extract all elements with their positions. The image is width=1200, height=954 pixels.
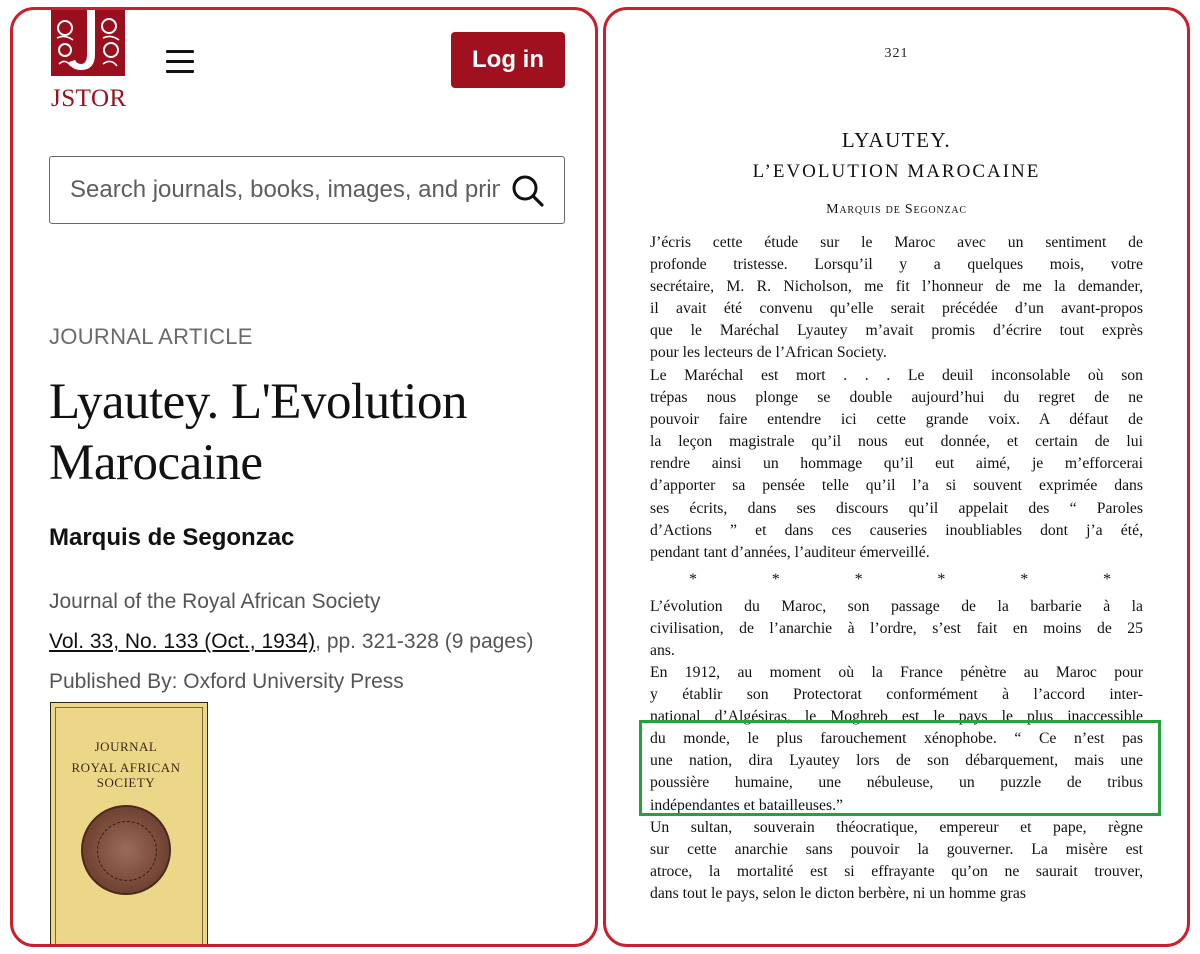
- text-line: atroce, la mortalité est si effrayante qu’on ne saurait trouver,: [650, 862, 1143, 880]
- text-line: civilisation, de l’anarchie à l’ordre, s’est fait en moins de 25: [650, 620, 1143, 638]
- paragraph-3: [650, 596, 1143, 662]
- text-line: L’évolution du Maroc, son passage de la barbarie à la: [650, 598, 1143, 615]
- article-author: Marquis de Segonzac: [49, 524, 295, 551]
- text-line: pour les lecteurs de l’African Society.: [650, 344, 887, 362]
- cover-seal-emblem: [81, 805, 171, 895]
- text-line: la leçon magistrale qu’il nous eut donnée, et certain de lui: [650, 433, 1143, 451]
- text-line: que le Maréchal Lyautey m’avait promis d’écrire tout exprès: [650, 322, 1143, 340]
- text-line: pendant tant d’années, l’auditeur émerveillé.: [650, 543, 930, 561]
- scanned-page-panel: [603, 7, 1190, 947]
- text-line: trépas nous plonge se double aujourd’hui du regret de ne: [650, 389, 1143, 407]
- text-line: indépendantes et batailleuses.”: [650, 796, 843, 814]
- star-glyph: *: [854, 571, 863, 588]
- text-line: d’Actions ” et dans ces causeries inoubliables dont j’a été,: [650, 521, 1143, 539]
- text-line: du monde, le plus farouchement xénophobe. “ Ce n’est pas: [650, 730, 1143, 748]
- search-bar: [49, 156, 565, 224]
- text-line: Un sultan, souverain théocratique, empereur et pape, règne: [650, 818, 1143, 836]
- text-line: En 1912, au moment où la France pénètre au Maroc pour: [650, 664, 1143, 681]
- star-glyph: *: [771, 571, 780, 588]
- jstor-logo-text: JSTOR: [51, 85, 127, 112]
- article-title: Lyautey. L'Evolution Marocaine: [49, 374, 467, 491]
- jstor-logo-mark: [51, 10, 125, 76]
- page-number: 321: [884, 46, 909, 61]
- text-line: national d’Algésiras, le Moghreb est le pays le plus inaccessible: [650, 708, 1143, 726]
- content-type-label: JOURNAL ARTICLE: [49, 324, 253, 349]
- doc-author: Marquis de Segonzac: [826, 202, 967, 217]
- text-line: ans.: [650, 642, 675, 660]
- cover-title-line2: ROYAL AFRICAN: [71, 760, 181, 775]
- star-glyph: *: [1020, 571, 1029, 588]
- text-line: J’écris cette étude sur le Maroc avec un sentiment de: [650, 234, 1143, 251]
- star-glyph: *: [937, 571, 946, 588]
- text-line: Le Maréchal est mort . . . Le deuil inconsolable où son: [650, 367, 1143, 384]
- text-line: y établir son Protectorat conformément à l’accord inter-: [650, 686, 1143, 704]
- hamburger-menu-icon[interactable]: [166, 50, 194, 74]
- star-glyph: *: [689, 571, 697, 588]
- text-line: rendre ainsi un hommage qu’il eut aimé, je m’efforcerai: [650, 455, 1143, 473]
- doc-title-line2: L’EVOLUTION MAROCAINE: [752, 161, 1041, 182]
- text-line: pouvoir faire entendre ici cette grande voix. A défaut de: [650, 411, 1143, 429]
- text-line: secrétaire, M. R. Nicholson, me fit l’honneur de me la demander,: [650, 278, 1143, 296]
- text-line: dans tout le pays, selon le dicton berbère, ni un homme gras: [650, 884, 1026, 902]
- cover-title-line3: SOCIETY: [96, 775, 156, 790]
- section-break-stars: [689, 571, 1111, 589]
- star-glyph: *: [1102, 571, 1111, 588]
- journal-name: Journal of the Royal African Society: [49, 590, 381, 613]
- search-icon[interactable]: [511, 174, 545, 208]
- jstor-article-panel: [10, 7, 598, 947]
- login-button[interactable]: Log in: [451, 32, 565, 88]
- issue-info: [49, 630, 533, 654]
- search-input[interactable]: [50, 157, 500, 222]
- text-line: profonde tristesse. Lorsqu’il y a quelques mois, votre: [650, 256, 1143, 274]
- text-line: sur cette anarchie sans pouvoir la gouverner. La misère est: [650, 840, 1143, 858]
- jstor-logo[interactable]: [51, 10, 127, 113]
- cover-title: [51, 739, 201, 790]
- publisher: Published By: Oxford University Press: [49, 670, 404, 693]
- doc-title-line1: LYAUTEY.: [841, 128, 952, 152]
- text-line: poussière humaine, une nébuleuse, un puzzle de tribus: [650, 774, 1143, 792]
- issue-link[interactable]: Vol. 33, No. 133 (Oct., 1934): [49, 630, 316, 653]
- text-line: d’apporter sa pensée telle qu’il l’a si souvent exprimée dans: [650, 477, 1143, 495]
- highlight-quote-box: [639, 720, 1161, 816]
- paragraph-1: [650, 232, 1143, 365]
- journal-cover-thumbnail[interactable]: [50, 702, 208, 947]
- text-line: une nation, dira Lyautey lors de son débarquement, mais une: [650, 752, 1143, 770]
- paragraph-2: [650, 365, 1143, 564]
- cover-title-line1: JOURNAL: [94, 739, 158, 754]
- text-line: ses écrits, dans ses discours qu’il appelait des “ Paroles: [650, 499, 1143, 517]
- text-line: il avait été convenu qu’elle serait précédée d’un avant-propos: [650, 300, 1143, 318]
- page-range: , pp. 321-328 (9 pages): [315, 630, 534, 653]
